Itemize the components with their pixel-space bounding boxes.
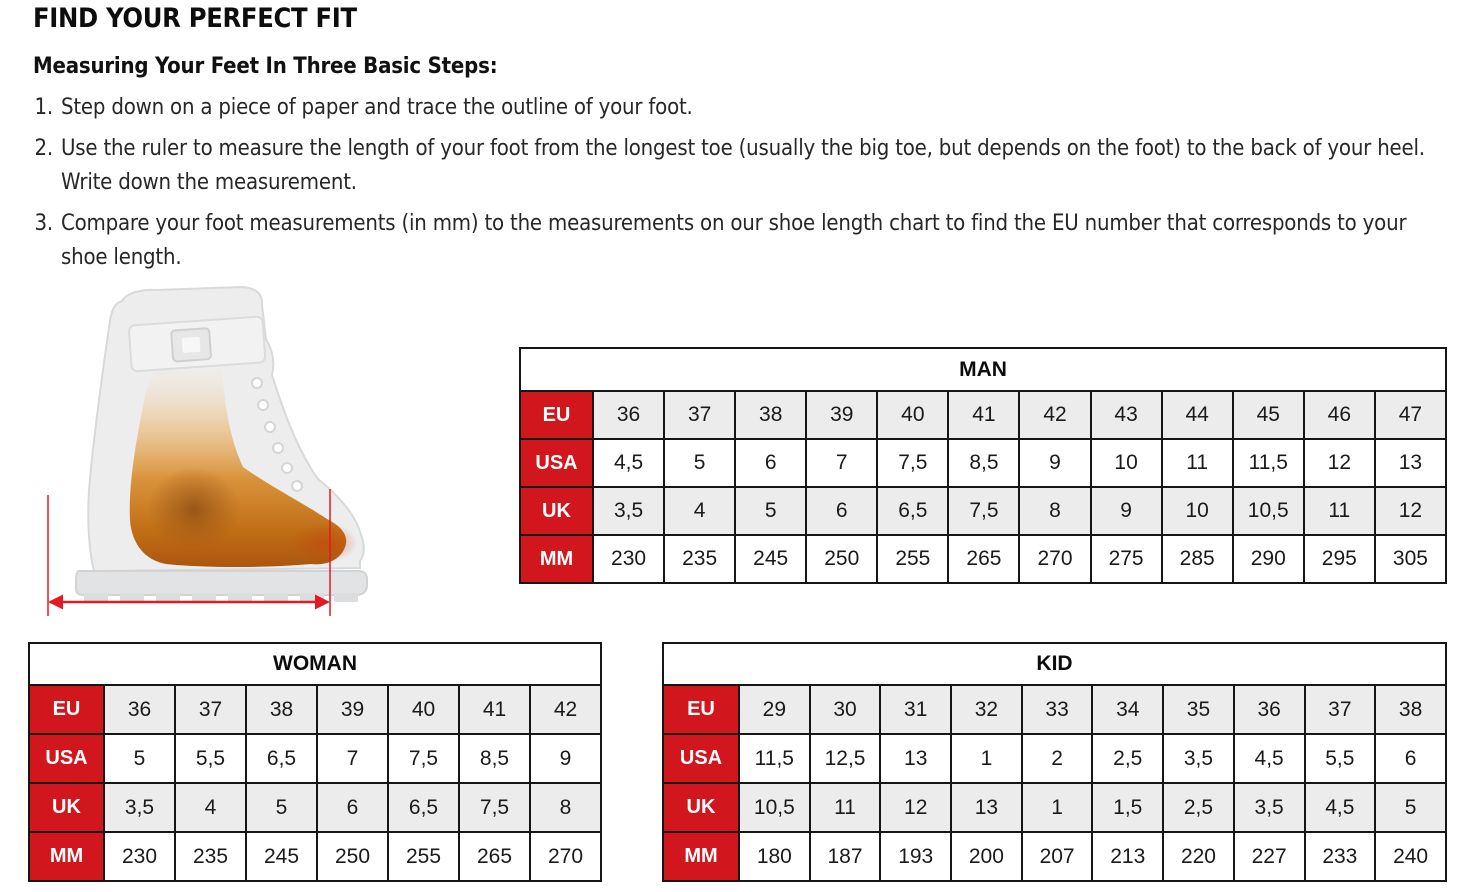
- size-cell: 46: [1304, 391, 1375, 439]
- size-cell: 10,5: [1233, 487, 1304, 535]
- size-cell: 3,5: [1163, 734, 1234, 783]
- size-cell: 37: [664, 391, 735, 439]
- size-cell: 6,5: [877, 487, 948, 535]
- size-cell: 305: [1375, 535, 1446, 583]
- boot-foot-measurement-illustration: [26, 281, 380, 623]
- size-cell: 270: [1019, 535, 1090, 583]
- size-cell: 34: [1092, 685, 1163, 734]
- size-cell: 6,5: [388, 783, 459, 832]
- size-cell: 1: [951, 734, 1022, 783]
- size-cell: 4,5: [1234, 734, 1305, 783]
- size-cell: 5,5: [1305, 734, 1376, 783]
- size-cell: 5: [1375, 783, 1446, 832]
- size-cell: 4: [664, 487, 735, 535]
- size-cell: 7: [317, 734, 388, 783]
- size-cell: 193: [880, 832, 951, 881]
- ankle-bump: [148, 467, 240, 551]
- size-cell: 41: [459, 685, 530, 734]
- row-label-uk: UK: [29, 783, 104, 832]
- size-cell: 10: [1162, 487, 1233, 535]
- size-cell: 39: [806, 391, 877, 439]
- size-cell: 240: [1375, 832, 1446, 881]
- size-cell: 9: [530, 734, 601, 783]
- size-cell: 200: [951, 832, 1022, 881]
- size-cell: 8,5: [459, 734, 530, 783]
- page-header: [33, 0, 1443, 282]
- size-cell: 29: [739, 685, 810, 734]
- size-cell: 11,5: [739, 734, 810, 783]
- size-cell: 8,5: [948, 439, 1019, 487]
- kid-size-table: [662, 642, 1447, 882]
- size-cell: 5,5: [175, 734, 246, 783]
- size-cell: 36: [593, 391, 664, 439]
- size-cell: 233: [1305, 832, 1376, 881]
- size-cell: 39: [317, 685, 388, 734]
- size-cell: 5: [104, 734, 175, 783]
- size-cell: 40: [388, 685, 459, 734]
- step-item-2: 2. Use the ruler to measure the length of your foot from the longest toe (usually the big toe, but depends on the foot) to the back of your heel. Write down the measurement.: [59, 132, 1443, 200]
- size-cell: 275: [1091, 535, 1162, 583]
- size-cell: 6: [1375, 734, 1446, 783]
- size-cell: 230: [104, 832, 175, 881]
- size-cell: 245: [735, 535, 806, 583]
- size-cell: 5: [664, 439, 735, 487]
- size-cell: 230: [593, 535, 664, 583]
- size-cell: 2,5: [1163, 783, 1234, 832]
- size-cell: 255: [877, 535, 948, 583]
- row-label-mm: MM: [29, 832, 104, 881]
- size-cell: 37: [175, 685, 246, 734]
- size-cell: 7: [806, 439, 877, 487]
- size-cell: 11,5: [1233, 439, 1304, 487]
- size-cell: 270: [530, 832, 601, 881]
- section-subtitle: Measuring Your Feet In Three Basic Steps:: [33, 54, 498, 79]
- table-title: MAN: [520, 348, 1446, 391]
- size-cell: 4,5: [593, 439, 664, 487]
- size-cell: 41: [948, 391, 1019, 439]
- toe-heat: [290, 523, 358, 563]
- size-cell: 45: [1233, 391, 1304, 439]
- size-cell: 13: [880, 734, 951, 783]
- size-cell: 37: [1305, 685, 1376, 734]
- row-label-usa: USA: [29, 734, 104, 783]
- row-label-eu: EU: [663, 685, 739, 734]
- table-title: WOMAN: [29, 643, 601, 685]
- boot-sole: [76, 571, 367, 595]
- size-cell: 285: [1162, 535, 1233, 583]
- page-title: FIND YOUR PERFECT FIT: [33, 3, 357, 34]
- size-cell: 31: [880, 685, 951, 734]
- size-cell: 6: [806, 487, 877, 535]
- size-cell: 35: [1163, 685, 1234, 734]
- table-title: KID: [663, 643, 1446, 685]
- size-cell: 227: [1234, 832, 1305, 881]
- size-cell: 12,5: [810, 734, 881, 783]
- size-cell: 207: [1022, 832, 1093, 881]
- size-cell: 47: [1375, 391, 1446, 439]
- measuring-steps: [33, 91, 1443, 275]
- row-label-eu: EU: [520, 391, 593, 439]
- row-label-uk: UK: [663, 783, 739, 832]
- size-cell: 7,5: [948, 487, 1019, 535]
- size-cell: 36: [104, 685, 175, 734]
- size-cell: 42: [1019, 391, 1090, 439]
- boot-buckle-strap: [129, 316, 266, 371]
- size-cell: 250: [317, 832, 388, 881]
- size-cell: 295: [1304, 535, 1375, 583]
- size-cell: 10,5: [739, 783, 810, 832]
- size-cell: 33: [1022, 685, 1093, 734]
- size-cell: 235: [664, 535, 735, 583]
- size-cell: 38: [1375, 685, 1446, 734]
- man-size-table: [519, 347, 1447, 584]
- size-cell: 32: [951, 685, 1022, 734]
- size-cell: 42: [530, 685, 601, 734]
- size-cell: 6: [317, 783, 388, 832]
- size-cell: 38: [735, 391, 806, 439]
- size-cell: 8: [530, 783, 601, 832]
- row-label-eu: EU: [29, 685, 104, 734]
- size-cell: 12: [1304, 439, 1375, 487]
- size-cell: 11: [1162, 439, 1233, 487]
- size-cell: 36: [1234, 685, 1305, 734]
- size-cell: 2,5: [1092, 734, 1163, 783]
- size-cell: 30: [810, 685, 881, 734]
- size-cell: 40: [877, 391, 948, 439]
- size-cell: 220: [1163, 832, 1234, 881]
- size-cell: 9: [1091, 487, 1162, 535]
- size-cell: 265: [459, 832, 530, 881]
- size-cell: 235: [175, 832, 246, 881]
- size-cell: 10: [1091, 439, 1162, 487]
- size-cell: 9: [1019, 439, 1090, 487]
- row-label-uk: UK: [520, 487, 593, 535]
- size-cell: 13: [951, 783, 1022, 832]
- size-cell: 2: [1022, 734, 1093, 783]
- size-cell: 11: [810, 783, 881, 832]
- size-cell: 12: [880, 783, 951, 832]
- row-label-mm: MM: [520, 535, 593, 583]
- size-cell: 38: [246, 685, 317, 734]
- size-cell: 187: [810, 832, 881, 881]
- size-cell: 3,5: [104, 783, 175, 832]
- size-cell: 7,5: [388, 734, 459, 783]
- size-cell: 7,5: [877, 439, 948, 487]
- size-cell: 1,5: [1092, 783, 1163, 832]
- step-item-1: 1. Step down on a piece of paper and trace the outline of your foot.: [59, 91, 1443, 125]
- size-cell: 5: [246, 783, 317, 832]
- boot-illustration-svg: [26, 281, 380, 623]
- size-cell: 255: [388, 832, 459, 881]
- size-cell: 290: [1233, 535, 1304, 583]
- size-cell: 180: [739, 832, 810, 881]
- size-cell: 1: [1022, 783, 1093, 832]
- size-cell: 11: [1304, 487, 1375, 535]
- size-cell: 213: [1092, 832, 1163, 881]
- size-cell: 12: [1375, 487, 1446, 535]
- row-label-usa: USA: [520, 439, 593, 487]
- size-cell: 6: [735, 439, 806, 487]
- size-cell: 6,5: [246, 734, 317, 783]
- size-cell: 43: [1091, 391, 1162, 439]
- size-cell: 5: [735, 487, 806, 535]
- row-label-usa: USA: [663, 734, 739, 783]
- size-cell: 3,5: [1234, 783, 1305, 832]
- size-cell: 13: [1375, 439, 1446, 487]
- size-cell: 265: [948, 535, 1019, 583]
- step-item-3: 3. Compare your foot measurements (in mm) to the measurements on our shoe length chart to find the EU number that corresponds to your shoe length.: [59, 207, 1443, 275]
- size-cell: 4: [175, 783, 246, 832]
- size-cell: 250: [806, 535, 877, 583]
- size-cell: 44: [1162, 391, 1233, 439]
- size-cell: 245: [246, 832, 317, 881]
- size-cell: 3,5: [593, 487, 664, 535]
- size-cell: 7,5: [459, 783, 530, 832]
- row-label-mm: MM: [663, 832, 739, 881]
- size-cell: 8: [1019, 487, 1090, 535]
- woman-size-table: [28, 642, 602, 882]
- size-cell: 4,5: [1305, 783, 1376, 832]
